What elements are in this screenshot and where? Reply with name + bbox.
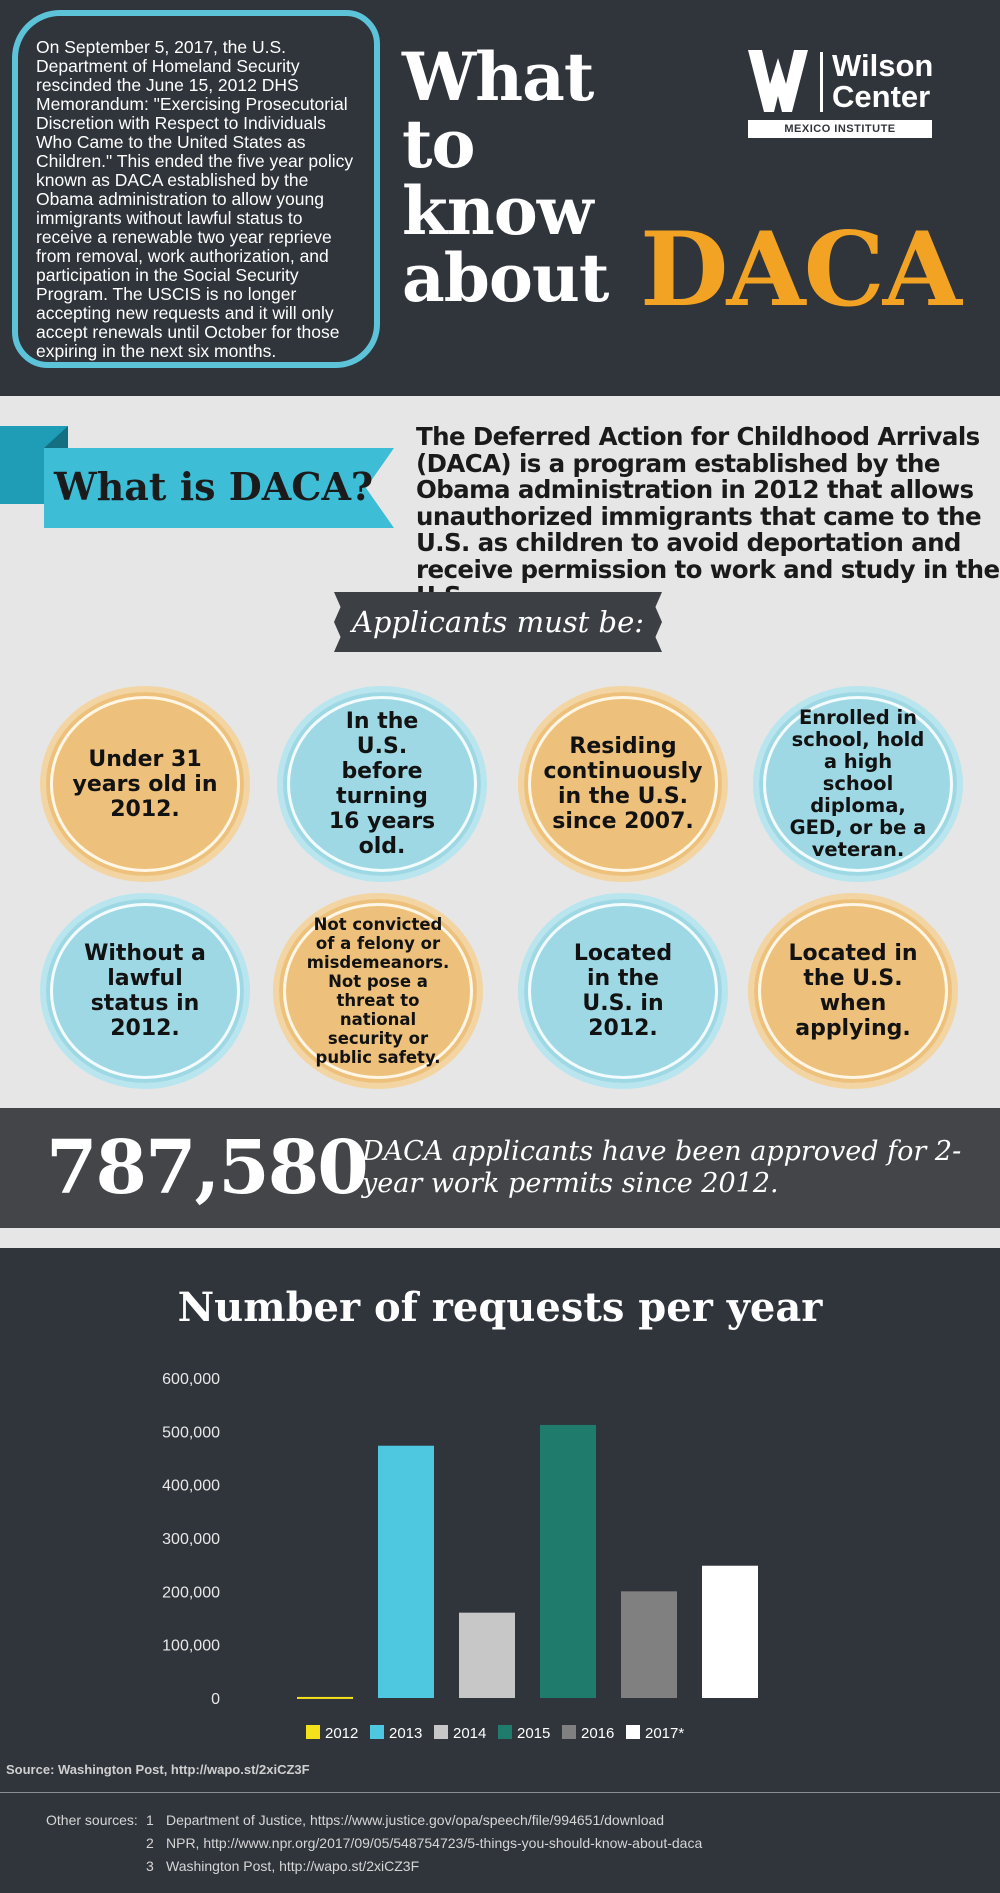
intro-box: [12, 10, 380, 368]
legend-swatch: [498, 1725, 512, 1739]
other-source-item: [146, 1858, 419, 1874]
logo-name-line-1: Wilson: [832, 48, 934, 83]
logo-name: [832, 50, 933, 112]
y-tick-label: 300,000: [162, 1531, 220, 1548]
title-line-2: to: [402, 105, 475, 183]
page-title: [402, 38, 642, 317]
criteria-circle: [40, 893, 250, 1089]
chart-title: Number of requests per year: [177, 1284, 823, 1331]
logo-separator: [820, 52, 823, 112]
approved-description: DACA applicants have been approved for 2-year work permits since 2012.: [362, 1136, 962, 1199]
criteria-circle: [273, 893, 483, 1089]
criteria-circle: [40, 686, 250, 882]
bar-2014: [459, 1613, 515, 1698]
what-is-heading: What is DACA?: [54, 464, 374, 509]
legend-swatch: [626, 1725, 640, 1739]
legend-swatch: [562, 1725, 576, 1739]
title-line-1: What: [402, 38, 594, 116]
bar-2016: [621, 1591, 677, 1698]
legend-label: 2014: [453, 1725, 487, 1742]
other-source-text: Department of Justice, https://www.justice.gov/opa/speech/file/994651/download: [166, 1812, 665, 1828]
other-source-number: 1: [146, 1812, 154, 1828]
criteria-text: Residing continuously in the U.S. since 2007.: [543, 734, 703, 834]
title-line-4: about: [402, 239, 609, 317]
applicants-heading: Applicants must be:: [351, 605, 644, 639]
legend-swatch: [306, 1725, 320, 1739]
other-source-text: Washington Post, http://wapo.st/2xiCZ3F: [166, 1858, 420, 1874]
daca-description: The Deferred Action for Childhood Arrivals (DACA) is a program established by the Obama administration in 2012 that allows unauthorized immigrants that came to the U.S. as children to avoid deportation and receive permission to work and study in the: [416, 422, 1000, 584]
logo-name-line-2: Center: [832, 79, 931, 114]
other-source-number: 2: [146, 1835, 154, 1851]
footer-divider: [0, 1792, 1000, 1793]
title-daca: DACA: [640, 210, 960, 330]
intro-text: On September 5, 2017, the U.S. Department of Homeland Security rescinded the June 15, 2012 DHS Memorandum: "Exercising Prosecutorial Discretion with Respect to Individuals Who Came to the United States as Children." This ended the five year policy known as DACA established by the Obama administration to allow young immigrants without lawful status to receive a renewable two year reprieve from removal, work authorization, and participation in the Social Security Program. The USCIS is no longer accepting new requests and it will only accept renewals until October for those expiring in the next six months.: [36, 37, 354, 361]
criteria-circle: [277, 686, 487, 882]
title-line-3: know: [402, 172, 593, 250]
legend-label: 2015: [517, 1725, 551, 1742]
criteria-text: Under 31 years old in 2012.: [72, 746, 218, 822]
y-tick-label: 400,000: [162, 1477, 220, 1495]
criteria-circle: [518, 686, 728, 882]
criteria-text: In the U.S. before turning 16 years old.: [328, 709, 436, 859]
legend-label: 2012: [325, 1725, 359, 1742]
other-source-number: 3: [146, 1858, 154, 1874]
bar-2012: [297, 1697, 353, 1699]
criteria-circle: [753, 686, 963, 882]
other-source-text: NPR, http://www.npr.org/2017/09/05/548754723/5-things-you-should-know-about-daca: [166, 1835, 703, 1851]
bar-2013: [378, 1446, 434, 1698]
legend-swatch: [370, 1725, 384, 1739]
wilson-center-logo: [748, 50, 934, 138]
criteria-text: Without a lawful status in 2012.: [84, 941, 206, 1041]
other-source-item: [146, 1835, 702, 1851]
y-tick-label: 200,000: [162, 1584, 220, 1602]
y-tick-label: 0: [211, 1691, 220, 1708]
bar-2017: [702, 1566, 758, 1698]
criteria-text: Located in the U.S. in 2012.: [573, 941, 673, 1041]
criteria-text: Enrolled in school, hold a high school diploma, GED, or be a veteran.: [789, 706, 927, 861]
legend-label: 2016: [581, 1725, 615, 1742]
logo-subtitle: MEXICO INSTITUTE: [748, 120, 932, 138]
criteria-circle: [748, 893, 958, 1089]
y-tick-label: 600,000: [162, 1371, 220, 1388]
bar-2015: [540, 1425, 596, 1698]
legend-label: 2013: [389, 1725, 423, 1742]
requests-bar-chart: [0, 1340, 1000, 1760]
other-sources-label: Other sources:: [46, 1812, 138, 1828]
criteria-circle: [518, 893, 728, 1089]
y-tick-label: 100,000: [162, 1637, 220, 1655]
other-source-item: [146, 1812, 664, 1828]
criteria-text: Not convicted of a felony or misdemeanors. Not pose a threat to national security or public safety.: [306, 915, 450, 1067]
legend-label: 2017*: [645, 1725, 685, 1742]
wilson-w-icon: [748, 50, 808, 112]
y-tick-label: 500,000: [162, 1424, 220, 1442]
legend-swatch: [434, 1725, 448, 1739]
chart-source: Source: Washington Post, http://wapo.st/2xiCZ3F: [6, 1762, 310, 1777]
criteria-text: Located in the U.S. when applying.: [788, 941, 918, 1041]
approved-count: 787,580: [46, 1125, 367, 1211]
ribbon-fold: [44, 426, 68, 448]
